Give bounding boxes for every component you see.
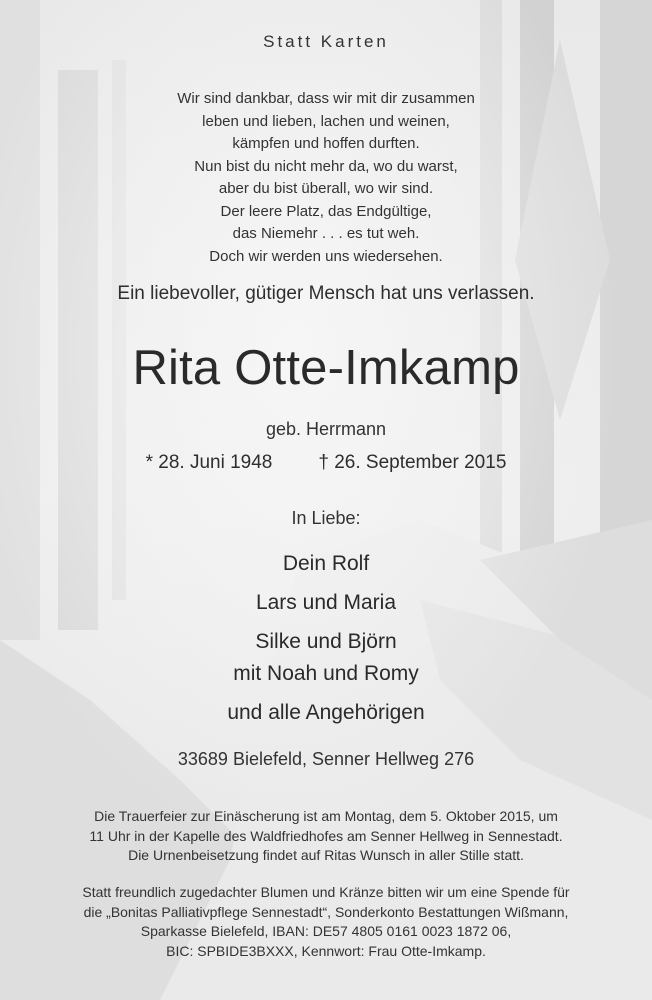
death-date: † 26. September 2015 [318,452,507,473]
mourner-item: Silke und Björn [255,630,397,653]
service-line: Die Urnenbeisetzung findet auf Ritas Wunsch in aller Stille statt. [128,847,524,863]
poem-line: aber du bist überall, wo wir sind. [218,180,434,197]
poem-line: kämpfen und hoffen durften. [232,135,420,152]
deceased-name: Rita Otte-Imkamp [132,341,520,395]
poem-line: leben und lieben, lachen und weinen, [202,112,450,130]
poem-line: Doch wir werden uns wiedersehen. [209,247,443,265]
service-line: Die Trauerfeier zur Einäscherung ist am Montag, dem 5. Oktober 2015, um [94,808,558,824]
mourners-list [0,548,652,729]
birth-date: * 28. Juni 1948 [145,452,273,473]
poem-line: das Niemehr . . . es tut weh. [232,225,420,242]
donation-line: die „Bonitas Palliativpflege Sennestadt“, Sonderkonto Bestattungen Wißmann, [83,903,569,920]
poem [0,88,652,268]
donation-line: Statt freundlich zugedachter Blumen und Kränze bitten wir um eine Spende für [82,884,570,900]
poem-line: Nun bist du nicht mehr da, wo du warst, [194,157,458,175]
in-love-label: In Liebe: [291,508,361,528]
donation-info [0,883,652,961]
mourner-item: Lars und Maria [255,591,397,614]
mourner-item: und alle Angehörigen [227,701,425,724]
maiden-name: geb. Herrmann [265,419,387,439]
donation-line: BIC: SPBIDE3BXXX, Kennwort: Frau Otte-Imkamp. [166,942,486,959]
mourner-item: mit Noah und Romy [233,662,419,685]
address: 33689 Bielefeld, Senner Hellweg 276 [177,749,475,769]
intro-text: Ein liebevoller, gütiger Mensch hat uns verlassen. [117,283,535,304]
donation-line: Sparkasse Bielefeld, IBAN: DE57 4805 0161 0023 1872 06, [140,923,512,939]
mourner-item: Dein Rolf [282,552,370,575]
poem-line: Wir sind dankbar, dass wir mit dir zusammen [177,90,475,107]
service-info [0,807,652,866]
poem-line: Der leere Platz, das Endgültige, [220,202,432,220]
life-dates [0,452,652,474]
header-statt-karten: Statt Karten [263,32,389,51]
service-line: 11 Uhr in der Kapelle des Waldfriedhofes am Senner Hellweg in Sennestadt. [89,827,563,844]
